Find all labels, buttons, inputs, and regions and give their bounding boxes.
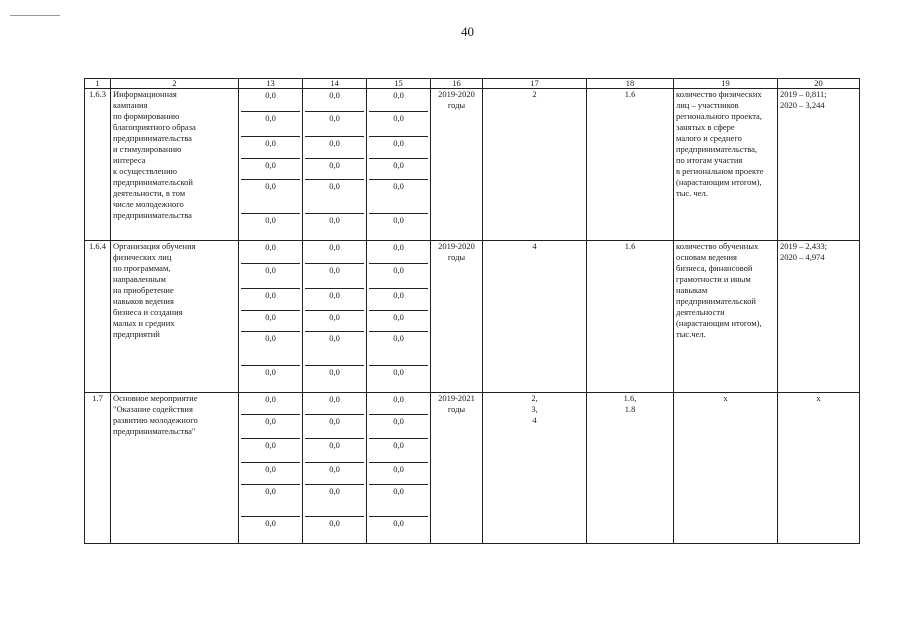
header-cell: 2 [111, 79, 239, 89]
value-cell: 0,0 [369, 484, 428, 516]
value-cell: 0,0 [241, 213, 300, 240]
value-cell: 0,0 [329, 242, 340, 252]
row-id: 1.6.4 [85, 241, 111, 393]
values-col-15 [367, 393, 431, 544]
value-cell: 0,0 [305, 179, 364, 213]
value-cell: 0,0 [241, 288, 300, 310]
row-id: 1.6.3 [85, 89, 111, 241]
value-cell: 0,0 [305, 288, 364, 310]
value-cell: 0,0 [329, 394, 340, 404]
value-cell: 0,0 [369, 158, 428, 179]
value-cell: 0,0 [329, 90, 340, 100]
indicator-cell: количество физических лиц – участников регионального проекта, занятых в сфере малого и среднего предпринимательства, по итогам участия в региональном проекте (нарастающим итогом), тыс. чел. [674, 89, 778, 241]
program-table [84, 78, 860, 544]
col18-cell: 1.6 [587, 89, 674, 241]
value-cell: 0,0 [369, 213, 428, 240]
values-col-13 [239, 89, 303, 241]
years-cell: 2019-2021 годы [431, 393, 483, 544]
row-name: Информационная кампания по формированию благоприятного образа предпринимательства и стимулированию интереса к осуществлению предпринимательской деятельности, в том числе молодежного предпринимательства [111, 89, 239, 241]
value-cell: 0,0 [241, 136, 300, 158]
value-cell: 0,0 [369, 179, 428, 213]
years-cell: 2019-2020 годы [431, 89, 483, 241]
value-cell: 0,0 [305, 484, 364, 516]
value-cell: 0,0 [369, 438, 428, 462]
col18-cell: 1.6, 1.8 [587, 393, 674, 544]
values-col-15 [367, 89, 431, 241]
corner-mark [10, 15, 60, 16]
header-cell: 16 [431, 79, 483, 89]
value-cell: 0,0 [265, 90, 276, 100]
value-cell: 0,0 [305, 331, 364, 365]
value-cell: 0,0 [241, 331, 300, 365]
value-cell: 0,0 [241, 179, 300, 213]
value-cell: 0,0 [305, 516, 364, 543]
table-row [85, 241, 860, 393]
header-cell: 13 [239, 79, 303, 89]
header-cell: 14 [303, 79, 367, 89]
result-cell: х [778, 393, 860, 544]
col17-cell: 4 [483, 241, 587, 393]
header-cell: 20 [778, 79, 860, 89]
header-cell: 19 [674, 79, 778, 89]
indicator-cell: х [674, 393, 778, 544]
value-cell: 0,0 [369, 462, 428, 484]
row-name: Основное мероприятие "Оказание содействия развитию молодежного предпринимательства" [111, 393, 239, 544]
result-cell: 2019 – 2,433; 2020 – 4,974 [778, 241, 860, 393]
value-cell: 0,0 [305, 213, 364, 240]
years-cell: 2019-2020 годы [431, 241, 483, 393]
row-name: Организация обучения физических лиц по программам, направленным на приобретение навыков ведения бизнеса и создания малых и средних предприятий [111, 241, 239, 393]
col18-cell: 1.6 [587, 241, 674, 393]
value-cell: 0,0 [241, 111, 300, 136]
value-cell: 0,0 [265, 394, 276, 404]
col17-cell: 2, 3, 4 [483, 393, 587, 544]
values-col-13 [239, 241, 303, 393]
header-cell: 1 [85, 79, 111, 89]
header-cell: 17 [483, 79, 587, 89]
table-row [85, 89, 860, 241]
value-cell: 0,0 [305, 111, 364, 136]
value-cell: 0,0 [369, 414, 428, 438]
result-cell: 2019 – 0,811; 2020 – 3,244 [778, 89, 860, 241]
indicator-cell: количество обученных основам ведения бизнеса, финансовой грамотности и иным навыкам предпринимательской деятельности (нарастающим итогом), тыс.чел. [674, 241, 778, 393]
header-cell: 18 [587, 79, 674, 89]
value-cell: 0,0 [305, 310, 364, 331]
value-cell: 0,0 [241, 310, 300, 331]
value-cell: 0,0 [241, 414, 300, 438]
value-cell: 0,0 [305, 158, 364, 179]
value-cell: 0,0 [369, 516, 428, 543]
value-cell: 0,0 [241, 462, 300, 484]
value-cell: 0,0 [369, 263, 428, 288]
value-cell: 0,0 [393, 242, 404, 252]
value-cell: 0,0 [265, 242, 276, 252]
value-cell: 0,0 [241, 263, 300, 288]
value-cell: 0,0 [369, 365, 428, 392]
value-cell: 0,0 [369, 136, 428, 158]
header-cell: 15 [367, 79, 431, 89]
value-cell: 0,0 [369, 288, 428, 310]
value-cell: 0,0 [305, 136, 364, 158]
value-cell: 0,0 [369, 310, 428, 331]
page-number: 40 [461, 24, 474, 39]
values-col-14 [303, 393, 367, 544]
values-col-14 [303, 241, 367, 393]
value-cell: 0,0 [393, 90, 404, 100]
values-col-13 [239, 393, 303, 544]
value-cell: 0,0 [369, 331, 428, 365]
value-cell: 0,0 [241, 438, 300, 462]
value-cell: 0,0 [305, 414, 364, 438]
values-col-14 [303, 89, 367, 241]
value-cell: 0,0 [305, 365, 364, 392]
value-cell: 0,0 [241, 484, 300, 516]
values-col-15 [367, 241, 431, 393]
value-cell: 0,0 [393, 394, 404, 404]
value-cell: 0,0 [305, 263, 364, 288]
value-cell: 0,0 [305, 462, 364, 484]
row-id: 1.7 [85, 393, 111, 544]
value-cell: 0,0 [241, 158, 300, 179]
value-cell: 0,0 [305, 438, 364, 462]
value-cell: 0,0 [369, 111, 428, 136]
col17-cell: 2 [483, 89, 587, 241]
value-cell: 0,0 [241, 516, 300, 543]
value-cell: 0,0 [241, 365, 300, 392]
header-row [85, 79, 860, 89]
table-row [85, 393, 860, 544]
